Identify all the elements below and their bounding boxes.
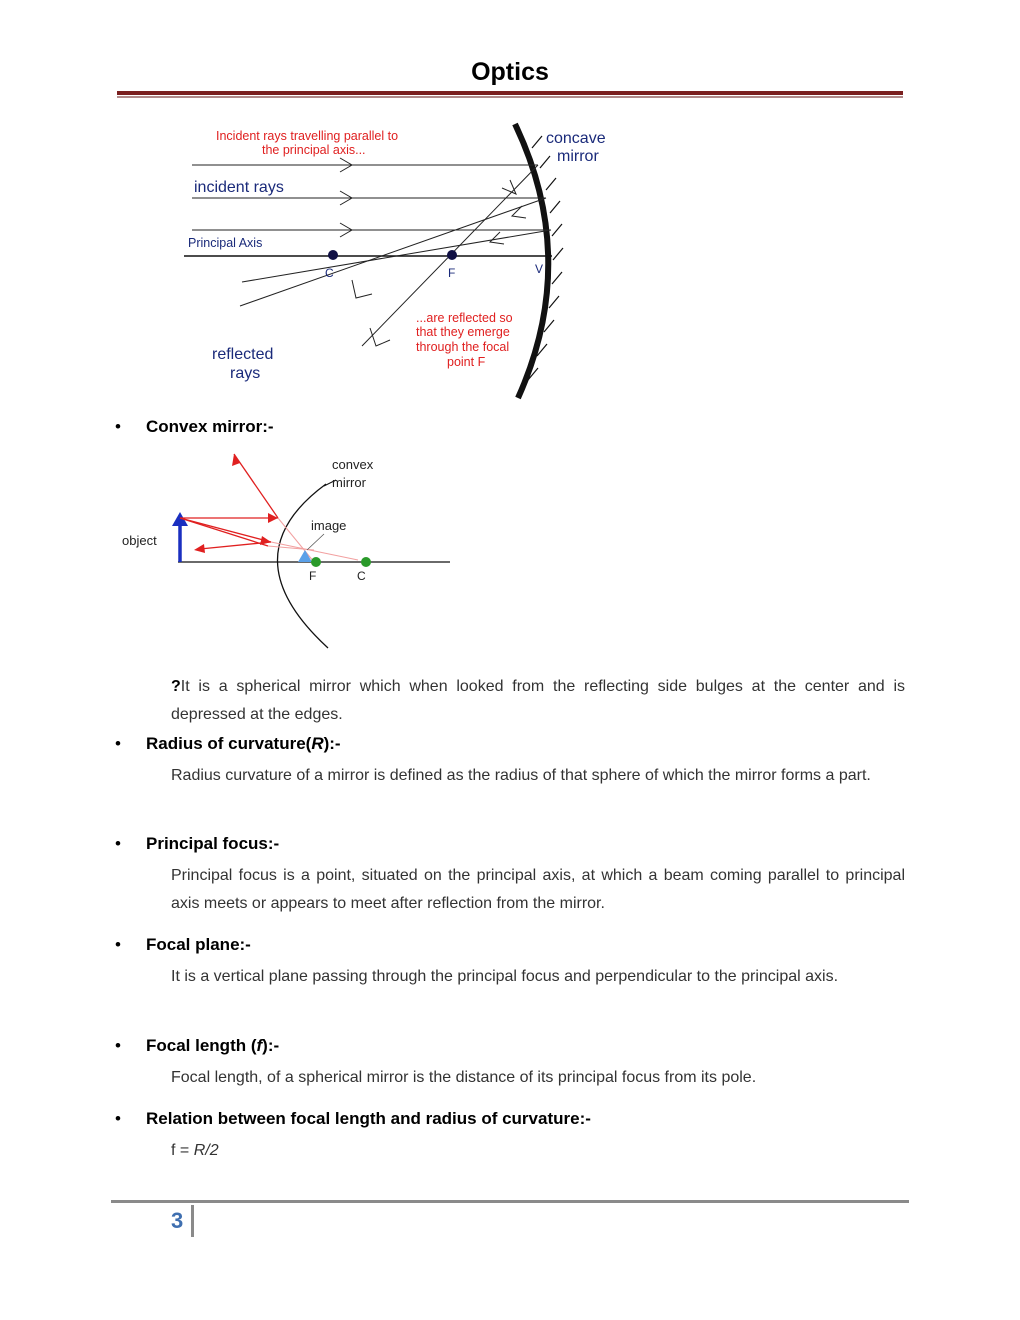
f-label: F [448,266,456,280]
radius-heading: • Radius of curvature(R):- [115,734,341,753]
reflected-note-1: ...are reflected so [416,311,513,325]
header-rule [117,91,903,95]
convex-arrowheads [194,454,278,553]
header-rule-shadow [117,96,903,98]
incident-ray-lines [192,158,551,237]
concave-label-1: concave [546,130,606,147]
focus-heading: • Principal focus:- [115,834,280,853]
convex-f-label: F [309,569,317,583]
reflected-note-4: point F [447,355,486,369]
relation-heading: • Relation between focal length and radius of curvature:- [115,1109,591,1128]
c-label: C [325,266,334,280]
convex-mirror-diagram [118,446,458,656]
concave-label-2: mirror [557,148,599,165]
convex-ray-lines [180,454,278,549]
page-title: Optics [471,58,549,86]
image-label: image [311,518,347,533]
radius-body: Radius curvature of a mirror is defined as the radius of that sphere of which the mirror forms a part. [171,767,871,784]
focal-point [447,250,457,260]
convex-mirror-arc [277,484,328,648]
reflected-label-1: reflected [212,346,274,363]
page-number-divider [191,1205,194,1237]
focal-plane-heading: • Focal plane:- [115,935,251,954]
reflected-note-2: that they emerge [416,325,510,339]
incident-parallel-label-1: Incident rays travelling parallel to [216,129,399,143]
reflected-label-2: rays [230,365,261,382]
convex-body: ?It is a spherical mirror which when looked from the reflecting side bulges at the center and is depressed at the edges. [171,678,905,723]
convex-c-label: C [357,569,366,583]
principal-axis-label: Principal Axis [188,236,263,250]
object-label: object [122,533,157,548]
relation-formula: f = R/2 [171,1142,219,1159]
focal-length-body: Focal length, of a spherical mirror is the distance of its principal focus from its pole. [171,1069,757,1086]
v-label: V [535,262,544,276]
focus-body: Principal focus is a point, situated on the principal axis, at which a beam coming parallel to principal axis meets or appears to meet after reflection from the mirror. [171,867,905,912]
reflected-note-3: through the focal [416,340,510,354]
incident-rays-label: incident rays [194,179,284,196]
image-arrow [298,550,312,562]
convex-heading: • Convex mirror:- [115,417,274,436]
convex-label-1: convex [332,457,374,472]
focal-plane-body: It is a vertical plane passing through the principal focus and perpendicular to the principal axis. [171,968,839,985]
concave-mirror-diagram [180,118,620,403]
convex-center-point [361,557,371,567]
page-number: 3 [171,1208,184,1233]
footer-rule [111,1200,909,1203]
image-label-leader [307,534,324,550]
incident-parallel-label-2: the principal axis... [262,143,366,157]
convex-label-2: mirror [332,475,366,490]
center-of-curvature-point [328,250,338,260]
convex-focal-point [311,557,321,567]
focal-length-heading: • Focal length (f):- [115,1036,280,1055]
